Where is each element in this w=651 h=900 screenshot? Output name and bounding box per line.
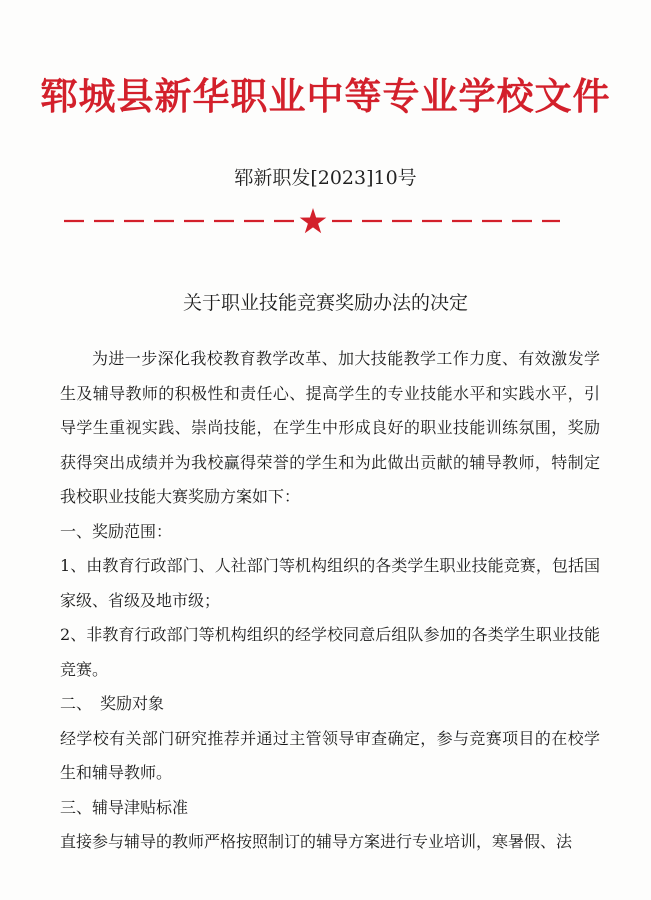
- target-paragraph: 经学校有关部门研究推荐并通过主管领导审查确定，参与竞赛项目的在校学生和辅导教师。: [60, 728, 600, 782]
- intro-paragraph: 为进一步深化我校教育教学改革、加大技能教学工作力度、有效激发学生及辅导教师的积极性和责任心、提高学生的专业技能水平和实践水平，引导学生重视实践、崇尚技能，在学生中形成良好的职业技能训练氛围，奖励获得突出成绩并为我校赢得荣誉的学生和为此做出贡献的辅导教师，特制定我校职业技能大赛奖励方案如下：: [60, 349, 600, 506]
- document-subject: 关于职业技能竞赛奖励办法的决定: [182, 292, 468, 314]
- section-heading-allowance: 三、辅导津贴标准: [60, 797, 189, 817]
- red-star-divider: [62, 205, 562, 235]
- scope-item-2: 2、非教育行政部门等机构组织的经学校同意后组队参加的各类学生职业技能竞赛。: [60, 625, 600, 679]
- section-heading-target: 二、 奖励对象: [60, 694, 165, 713]
- scope-item-1: 1、由教育行政部门、人社部门等机构组织的各类学生职业技能竞赛，包括国家级、省级及地市级；: [60, 556, 600, 610]
- allowance-paragraph: 直接参与辅导的教师严格按照制订的辅导方案进行专业培训，寒暑假、法: [60, 832, 573, 851]
- red-star-icon: [300, 208, 327, 233]
- document-body: [60, 342, 600, 860]
- section-heading-scope: 一、奖励范围：: [60, 521, 173, 541]
- document-number: 郓新职发[2023]10号: [234, 167, 417, 189]
- document-header-title: 郓城县新华职业中等专业学校文件: [40, 75, 611, 118]
